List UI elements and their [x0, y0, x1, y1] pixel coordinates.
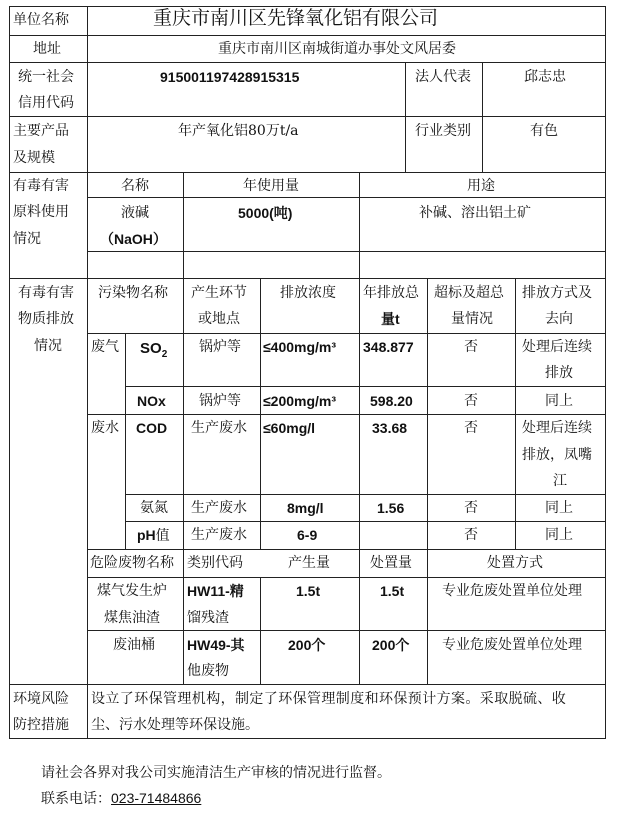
address-label: 地址 — [33, 41, 61, 57]
nox-exceed: 否 — [464, 393, 478, 409]
raw-col-usage: 年使用量 — [243, 178, 299, 194]
so2-source: 锅炉等 — [199, 339, 241, 355]
legal-rep-label: 法人代表 — [415, 69, 471, 85]
credit-label-line2: 信用代码 — [18, 95, 74, 111]
nox-source: 锅炉等 — [199, 393, 241, 409]
ph-exceed: 否 — [464, 527, 478, 543]
so2-total: 348.877 — [363, 339, 414, 355]
hazard-col-name: 危险废物名称 — [90, 555, 174, 571]
hazard-col-produced: 产生量 — [288, 555, 330, 571]
header-method-line2: 去向 — [545, 311, 573, 327]
hazard2-produced: 200个 — [288, 637, 326, 653]
industry-label: 行业类别 — [415, 123, 471, 139]
header-exceed-line2: 量情况 — [451, 311, 493, 327]
nox-name: NOx — [137, 393, 166, 409]
company-name: 重庆市南川区先锋氧化铝有限公司 — [153, 7, 439, 29]
hazard1-produced: 1.5t — [296, 583, 321, 599]
hazard1-name-line1: 煤气发生炉 — [97, 583, 167, 599]
raw-label-line1: 有毒有害 — [13, 178, 69, 194]
footer-notice: 请社会各界对我公司实施清洁生产审核的情况进行监督。 — [41, 765, 391, 781]
nh-exceed: 否 — [464, 500, 478, 516]
so2-exceed: 否 — [464, 339, 478, 355]
contact-label: 联系电话： — [41, 791, 111, 807]
credit-label-line1: 统一社会 — [18, 69, 74, 85]
cod-method-line3: 江 — [553, 473, 567, 489]
nh-conc: 8mg/l — [287, 500, 324, 516]
hazard1-name-line2: 煤焦油渣 — [104, 610, 160, 626]
hazard-col-disposed: 处置量 — [370, 555, 412, 571]
raw-label-line2: 原料使用 — [13, 204, 69, 220]
raw-name-line1: 液碱 — [121, 205, 149, 221]
so2-conc: ≤400mg/m³ — [263, 339, 337, 355]
cod-total: 33.68 — [372, 420, 408, 436]
hazard2-code-line2: 他废物 — [187, 663, 229, 679]
address-value: 重庆市南川区南城街道办事处文风居委 — [218, 41, 456, 57]
cod-source: 生产废水 — [191, 420, 247, 436]
company-label: 单位名称 — [13, 12, 69, 28]
risk-text-line1: 设立了环保管理机构，制定了环保管理制度和环保预计方案。采取脱硫、收 — [91, 691, 567, 707]
legal-rep-value: 邱志忠 — [524, 69, 566, 85]
raw-label-line3: 情况 — [13, 231, 41, 247]
header-source-line2: 或地点 — [198, 311, 240, 327]
nox-conc: ≤200mg/m³ — [263, 393, 337, 409]
nh-method: 同上 — [545, 500, 573, 516]
contact-phone[interactable]: 023-71484866 — [111, 790, 202, 806]
nh-source: 生产废水 — [191, 500, 247, 516]
product-value: 年产氧化铝80万t/a — [178, 123, 299, 139]
header-total-line1: 年排放总 — [363, 285, 419, 301]
risk-text-line2: 尘、污水处理等环保设施。 — [91, 717, 259, 733]
so2-method-line1: 处理后连续 — [522, 339, 592, 355]
hazard2-code-line1: HW49-其 — [187, 637, 245, 653]
product-label-line2: 及规模 — [13, 150, 55, 166]
cod-method-line2: 排放，凤嘴 — [522, 447, 592, 463]
ph-name: pH值 — [137, 527, 170, 544]
hazard2-name: 废油桶 — [113, 637, 155, 653]
water-label: 废水 — [91, 420, 119, 436]
product-label-line1: 主要产品 — [13, 123, 69, 139]
gas-label: 废气 — [91, 339, 119, 355]
cod-exceed: 否 — [464, 420, 478, 436]
risk-label-line2: 防控措施 — [13, 717, 69, 733]
header-total-line2: 量t — [381, 311, 400, 327]
nox-method: 同上 — [545, 393, 573, 409]
footer-contact — [41, 791, 201, 806]
emission-label-line2: 物质排放 — [18, 311, 74, 327]
ph-conc: 6-9 — [297, 527, 318, 543]
so2-name: $SO_2$ — [140, 340, 168, 360]
credit-code: 915001197428915315 — [160, 69, 300, 85]
raw-purpose: 补碱、溶出铝土矿 — [419, 205, 531, 221]
nh-name: 氨氮 — [140, 500, 168, 516]
raw-col-name: 名称 — [121, 178, 149, 194]
hazard2-method: 专业危废处置单位处理 — [442, 637, 582, 653]
header-method-line1: 排放方式及 — [522, 285, 592, 301]
risk-label-line1: 环境风险 — [13, 691, 69, 707]
hazard2-disposed: 200个 — [372, 637, 410, 653]
cod-conc: ≤60mg/l — [263, 420, 316, 436]
industry-value: 有色 — [530, 123, 558, 139]
cod-name: COD — [136, 420, 168, 436]
header-concentration: 排放浓度 — [280, 285, 336, 301]
raw-col-purpose: 用途 — [467, 178, 495, 194]
nh-total: 1.56 — [377, 500, 405, 516]
header-source-line1: 产生环节 — [191, 285, 247, 301]
cod-method-line1: 处理后连续 — [522, 420, 592, 436]
nox-total: 598.20 — [370, 393, 413, 409]
emission-label-line3: 情况 — [34, 338, 62, 354]
emission-label-line1: 有毒有害 — [18, 285, 74, 301]
ph-source: 生产废水 — [191, 527, 247, 543]
hazard1-code-line2: 馏残渣 — [187, 610, 229, 626]
raw-usage: 5000(吨) — [238, 205, 293, 221]
hazard-col-code: 类别代码 — [187, 555, 243, 571]
hazard1-code-line1: HW11-精 — [187, 583, 244, 599]
header-exceed-line1: 超标及超总 — [434, 285, 504, 301]
raw-name-line2: （NaOH） — [100, 231, 167, 247]
hazard1-disposed: 1.5t — [380, 583, 405, 599]
so2-method-line2: 排放 — [545, 365, 573, 381]
hazard1-method: 专业危废处置单位处理 — [442, 583, 582, 599]
header-pollutant: 污染物名称 — [98, 285, 168, 301]
hazard-col-method: 处置方式 — [487, 555, 543, 571]
ph-method: 同上 — [545, 527, 573, 543]
